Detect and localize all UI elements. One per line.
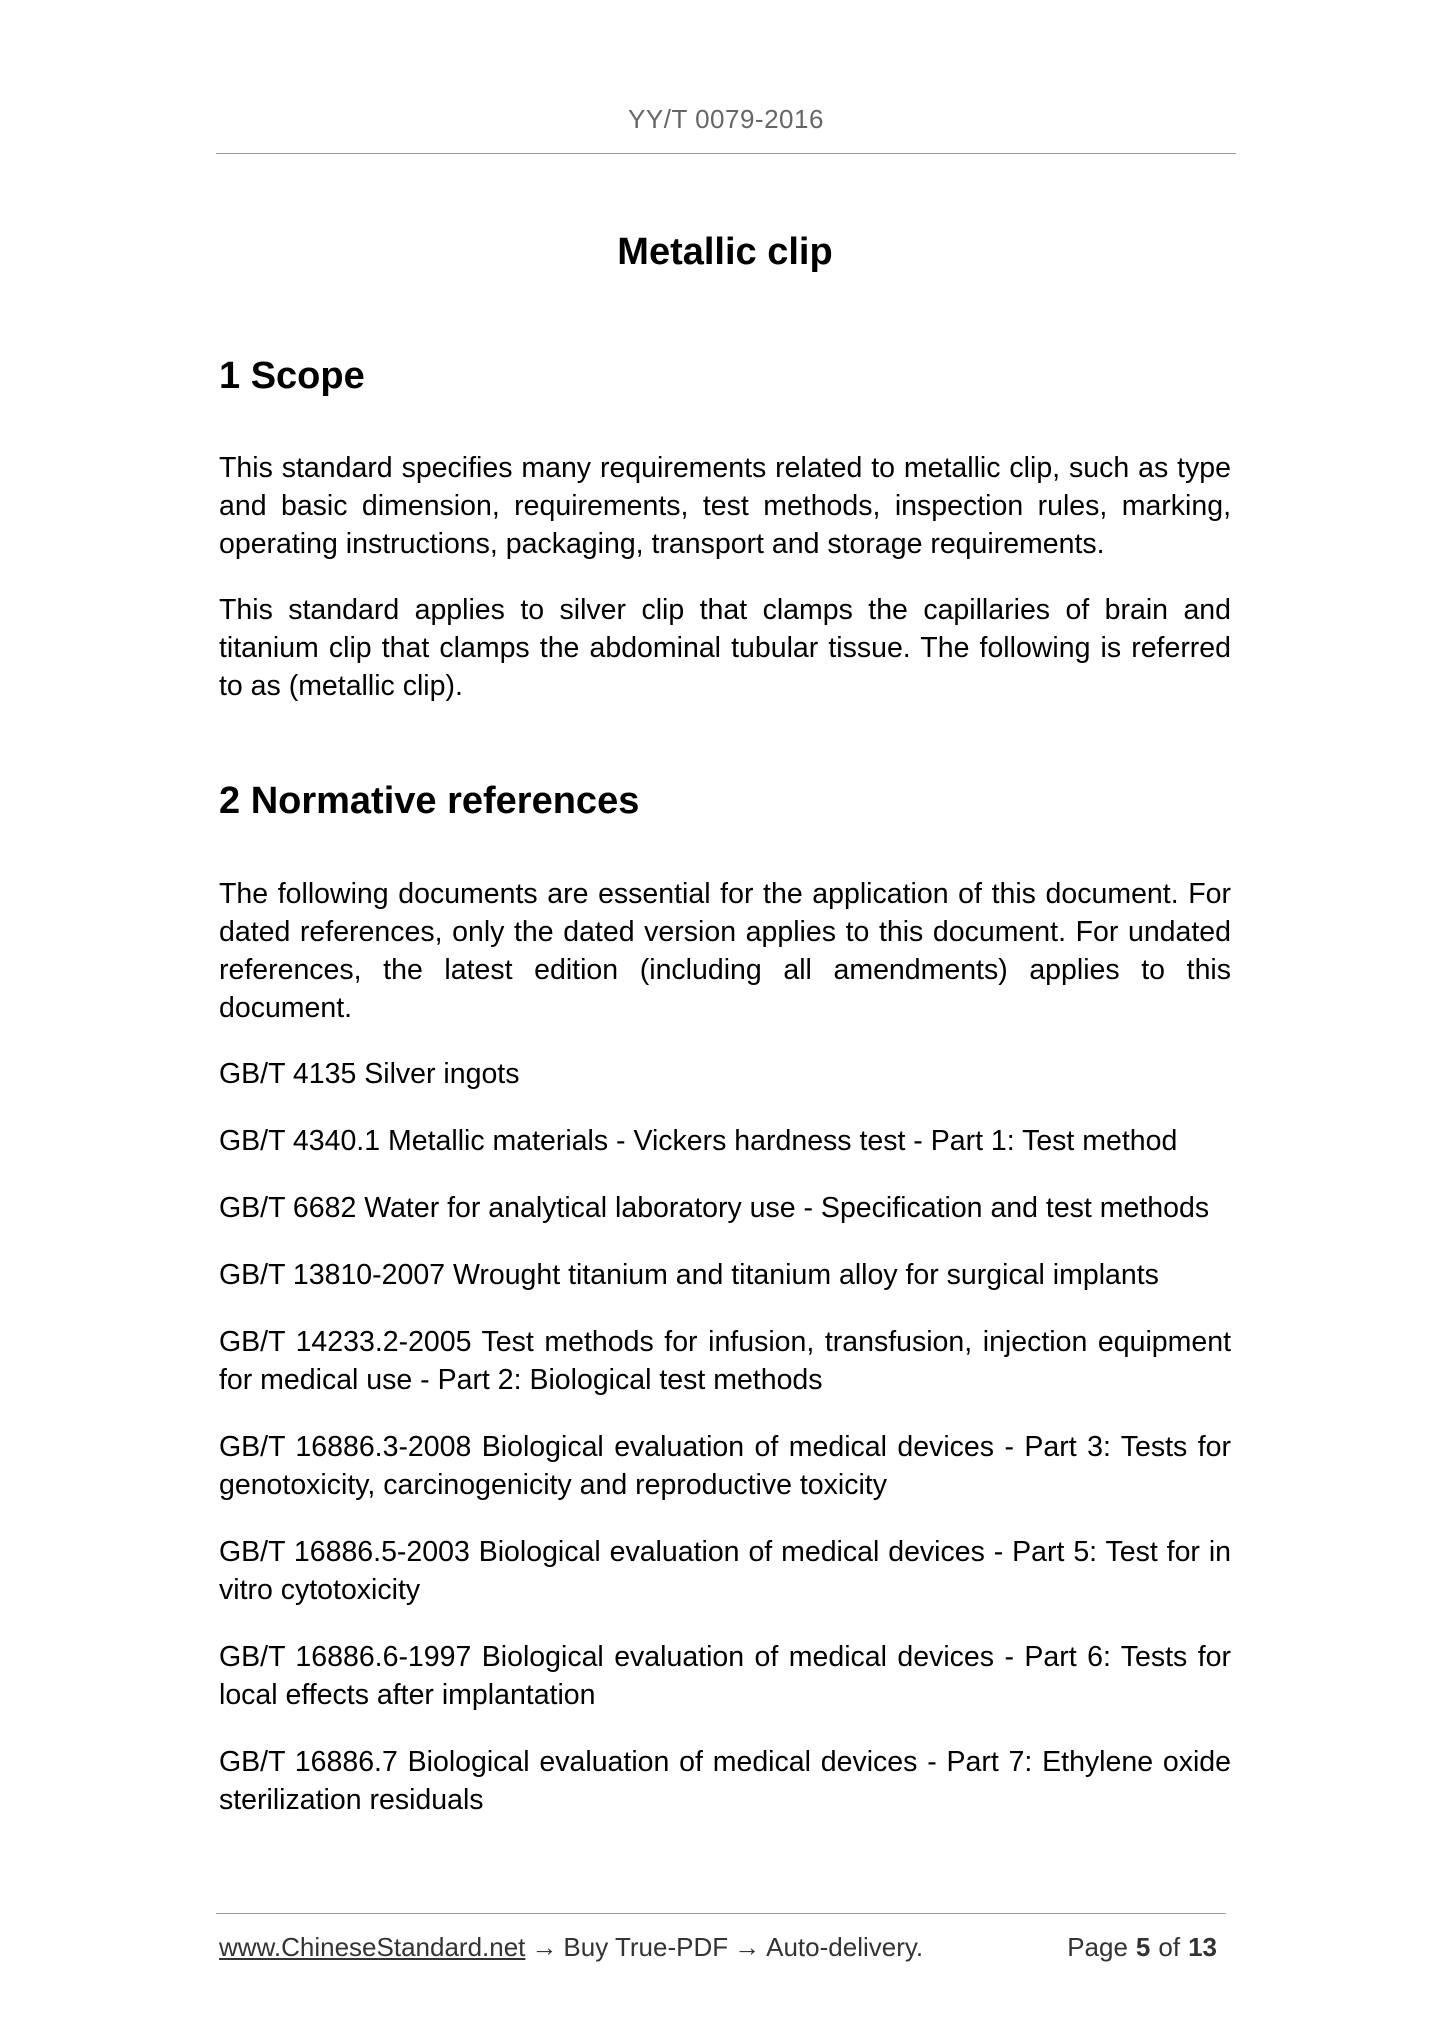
arrow-right-icon: → — [734, 1932, 761, 1962]
reference-item: GB/T 16886.3-2008 Biological evaluation of medical devices - Part 3: Tests for genotoxicity, carcinogenicity and reproductive toxicity — [219, 1430, 1231, 1501]
page-counter — [1067, 1932, 1225, 1963]
reference-item: GB/T 14233.2-2005 Test methods for infusion, transfusion, injection equipment for medical use - Part 2: Biological test methods — [219, 1325, 1231, 1396]
reference-item: GB/T 6682 Water for analytical laboratory use - Specification and test methods — [219, 1191, 1210, 1224]
section-heading-scope: 1 Scope — [219, 354, 365, 397]
document-body — [219, 230, 1231, 1848]
document-id-header: YY/T 0079-2016 — [628, 104, 824, 134]
arrow-right-icon: → — [531, 1932, 558, 1962]
references-intro-paragraph: The following documents are essential for the application of this document. For dated references, only the dated version applies to this document. For undated references, the latest edition (including all amendments) applies to this document. — [219, 877, 1231, 1024]
reference-item: GB/T 16886.5-2003 Biological evaluation of medical devices - Part 5: Test for in vitro cytotoxicity — [219, 1535, 1231, 1606]
reference-item: GB/T 16886.7 Biological evaluation of medical devices - Part 7: Ethylene oxide sterilization residuals — [219, 1745, 1231, 1816]
scope-paragraph: This standard applies to silver clip that clamps the capillaries of brain and titanium clip that clamps the abdominal tubular tissue. The following is referred to as (metallic clip). — [219, 594, 1231, 703]
site-link[interactable]: www.ChineseStandard.net — [219, 1932, 526, 1962]
document-title: Metallic clip — [617, 231, 833, 273]
scope-paragraph: This standard specifies many requirements related to metallic clip, such as type and basic dimension, requirements, test methods, inspection rules, marking, operating instructions, packaging, transport and storage requirements. — [219, 452, 1231, 561]
section-spacer — [219, 733, 1231, 779]
current-page-number: 5 — [1135, 1932, 1151, 1962]
reference-item: GB/T 16886.6-1997 Biological evaluation of medical devices - Part 6: Tests for local effects after implantation — [219, 1640, 1231, 1711]
reference-item: GB/T 4340.1 Metallic materials - Vickers hardness test - Part 1: Test method — [219, 1124, 1178, 1157]
footer-divider — [216, 1913, 1226, 1914]
header-divider — [216, 153, 1236, 154]
reference-item: GB/T 13810-2007 Wrought titanium and titanium alloy for surgical implants — [219, 1258, 1159, 1291]
reference-item: GB/T 4135 Silver ingots — [219, 1057, 520, 1090]
page-label: Page — [1067, 1932, 1128, 1962]
section-heading-normative-references: 2 Normative references — [219, 780, 640, 823]
auto-delivery-text: Auto-delivery. — [766, 1932, 924, 1962]
footer-purchase-info — [219, 1932, 923, 1963]
of-label: of — [1158, 1932, 1181, 1962]
total-pages-number: 13 — [1188, 1932, 1217, 1962]
reference-list — [219, 1055, 1231, 1819]
buy-pdf-text: Buy True-PDF — [563, 1932, 729, 1962]
